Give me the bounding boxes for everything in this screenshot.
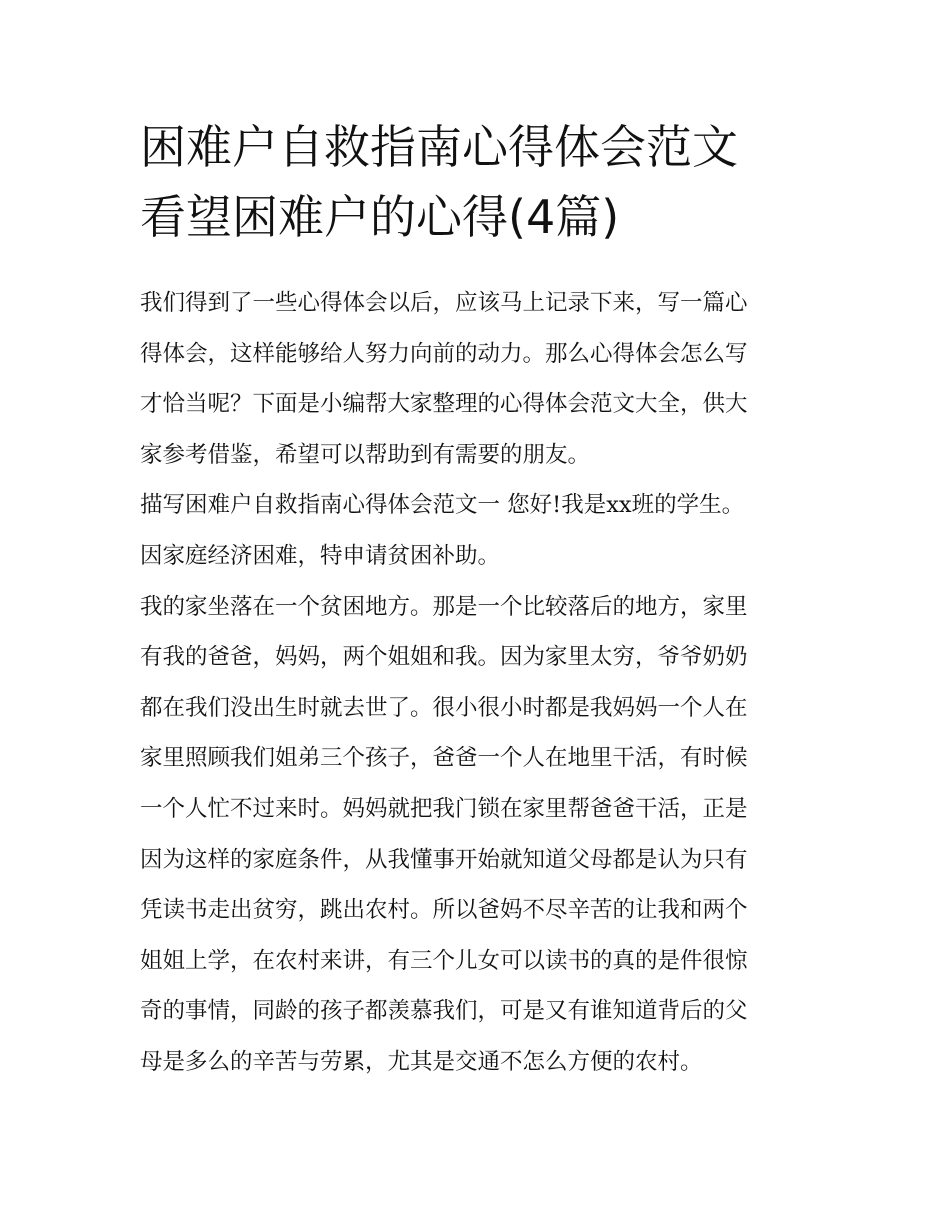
body-line: 奇的事情，同龄的孩子都羡慕我们，可是又有谁知道背后的父 — [140, 998, 748, 1025]
title-line-1: 困难户自救指南心得体会范文 — [140, 120, 738, 174]
body-line: 我的家坐落在一个贫困地方。那是一个比较落后的地方，家里 — [140, 593, 748, 620]
document-title — [140, 112, 820, 252]
document-body — [140, 278, 820, 1088]
document-content — [140, 112, 820, 1088]
body-line: 一个人忙不过来时。妈妈就把我门锁在家里帮爸爸干活，正是 — [140, 795, 748, 822]
body-line: 姐姐上学，在农村来讲，有三个儿女可以读书的真的是件很惊 — [140, 947, 748, 974]
body-line: 描写困难户自救指南心得体会范文一 您好!我是xx班的学生。 — [140, 492, 745, 519]
title-line-2: 看望困难户的心得(4篇) — [140, 190, 620, 244]
body-line: 母是多么的辛苦与劳累，尤其是交通不怎么方便的农村。 — [140, 1048, 703, 1075]
body-line: 都在我们没出生时就去世了。很小很小时都是我妈妈一个人在 — [140, 694, 748, 721]
body-line: 因家庭经济困难，特申请贫困补助。 — [140, 542, 501, 569]
body-line: 才恰当呢？下面是小编帮大家整理的心得体会范文大全，供大 — [140, 391, 748, 418]
body-line: 家里照顾我们姐弟三个孩子，爸爸一个人在地里干活，有时候 — [140, 745, 748, 772]
body-line: 凭读书走出贫穷，跳出农村。所以爸妈不尽辛苦的让我和两个 — [140, 897, 748, 924]
body-line: 因为这样的家庭条件，从我懂事开始就知道父母都是认为只有 — [140, 846, 748, 873]
body-line: 得体会，这样能够给人努力向前的动力。那么心得体会怎么写 — [140, 340, 748, 367]
body-line: 我们得到了一些心得体会以后，应该马上记录下来，写一篇心 — [140, 290, 748, 316]
body-line: 有我的爸爸，妈妈，两个姐姐和我。因为家里太穷，爷爷奶奶 — [140, 644, 748, 671]
body-line: 家参考借鉴，希望可以帮助到有需要的朋友。 — [140, 441, 591, 468]
